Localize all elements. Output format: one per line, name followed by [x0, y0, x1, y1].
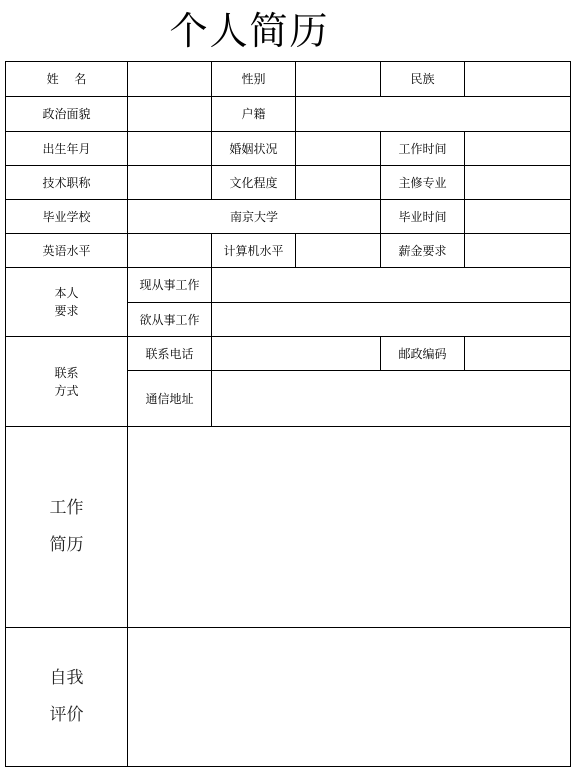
- phone-field[interactable]: [211, 336, 381, 371]
- tech-title-field[interactable]: [127, 165, 212, 200]
- desired-job-field[interactable]: [211, 302, 571, 337]
- phone-label: 联系电话: [127, 336, 212, 371]
- hukou-field[interactable]: [295, 96, 571, 132]
- requirements-label: 本人 要求: [5, 267, 128, 337]
- self-eval-label: 自我 评价: [5, 627, 128, 767]
- birth-field[interactable]: [127, 131, 212, 166]
- name-field[interactable]: [127, 61, 212, 97]
- self-eval-field[interactable]: [127, 627, 571, 767]
- resume-title: 个人简历: [169, 9, 330, 53]
- grad-time-label: 毕业时间: [380, 199, 465, 234]
- hukou-label: 户籍: [211, 96, 296, 132]
- computer-field[interactable]: [295, 233, 381, 268]
- work-time-label: 工作时间: [380, 131, 465, 166]
- work-time-field[interactable]: [464, 131, 571, 166]
- contact-label: 联系 方式: [5, 336, 128, 427]
- education-label: 文化程度: [211, 165, 296, 200]
- ethnicity-label: 民族: [380, 61, 465, 97]
- address-label: 通信地址: [127, 370, 212, 427]
- political-label: 政治面貌: [5, 96, 128, 132]
- birth-label: 出生年月: [5, 131, 128, 166]
- political-field[interactable]: [127, 96, 212, 132]
- name-label: 姓 名: [5, 61, 128, 97]
- education-field[interactable]: [295, 165, 381, 200]
- grad-time-field[interactable]: [464, 199, 571, 234]
- marital-label: 婚姻状况: [211, 131, 296, 166]
- work-history-label: 工作 简历: [5, 426, 128, 628]
- english-field[interactable]: [127, 233, 212, 268]
- school-field[interactable]: 南京大学: [127, 199, 381, 234]
- salary-field[interactable]: [464, 233, 571, 268]
- tech-title-label: 技术职称: [5, 165, 128, 200]
- current-job-label: 现从事工作: [127, 267, 212, 303]
- gender-label: 性别: [211, 61, 296, 97]
- marital-field[interactable]: [295, 131, 381, 166]
- ethnicity-field[interactable]: [464, 61, 571, 97]
- desired-job-label: 欲从事工作: [127, 302, 212, 337]
- salary-label: 薪金要求: [380, 233, 465, 268]
- current-job-field[interactable]: [211, 267, 571, 303]
- address-field[interactable]: [211, 370, 571, 427]
- computer-label: 计算机水平: [211, 233, 296, 268]
- work-history-field[interactable]: [127, 426, 571, 628]
- major-label: 主修专业: [380, 165, 465, 200]
- english-label: 英语水平: [5, 233, 128, 268]
- postcode-label: 邮政编码: [380, 336, 465, 371]
- gender-field[interactable]: [295, 61, 381, 97]
- major-field[interactable]: [464, 165, 571, 200]
- school-label: 毕业学校: [5, 199, 128, 234]
- postcode-field[interactable]: [464, 336, 571, 371]
